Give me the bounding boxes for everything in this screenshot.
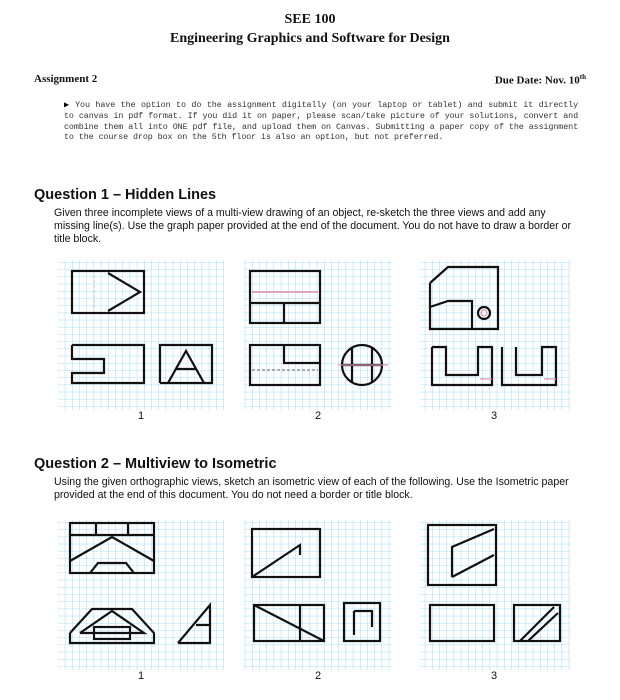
due-date-text: Due Date: Nov. 10: [494, 74, 580, 87]
question1-heading: Question 1 – Hidden Lines: [34, 187, 217, 203]
submission-note-text: You have the option to do the assignment digitally (on your laptop or tablet) and submit it directly to canvas in pdf format. If you did it on paper, please scan/take picture of your solutions, convert and combine them all into ONE pdf file, and upload them on Canvas. Submitting a paper copy of the assignment to the course drop box on the 5th floor is also an option, but not preferred.: [64, 100, 578, 143]
question2-text: Using the given orthographic views, sketch an isometric view of each of the following. Use the Isometric paper provided at the end of this document. You do not need a border or title block.: [54, 476, 569, 501]
bullet-arrow-icon: ▶: [64, 100, 70, 110]
question1-text: Given three incomplete views of a multi-view drawing of an object, re-sketch the three views and add any missing line(s). Use the graph paper provided at the end of the document. You do not have to draw a border or title block.: [54, 207, 572, 245]
q1-label-3: 3: [490, 410, 498, 422]
q1-label-2: 2: [314, 410, 322, 422]
course-title: Engineering Graphics and Software for Design: [170, 31, 450, 46]
q2-label-2: 2: [314, 670, 322, 682]
submission-note: [64, 100, 578, 143]
question1-figures: [0, 255, 620, 425]
q2-label-1: 1: [137, 670, 145, 682]
q2-label-3: 3: [490, 670, 498, 682]
q2-grid-1: [58, 520, 224, 670]
due-date: [495, 73, 586, 87]
q1-grid-2: [244, 260, 392, 410]
course-code: SEE 100: [284, 12, 336, 27]
question2-heading: Question 2 – Multiview to Isometric: [34, 456, 277, 472]
q1-label-1: 1: [137, 410, 145, 422]
question2-figures: [0, 515, 620, 695]
assignment-label: Assignment 2: [34, 73, 98, 85]
q1-grid-1: [58, 260, 224, 410]
q1-grid-3: [420, 260, 570, 410]
due-date-suffix: th: [579, 73, 586, 81]
q2-grid-2: [244, 520, 392, 670]
